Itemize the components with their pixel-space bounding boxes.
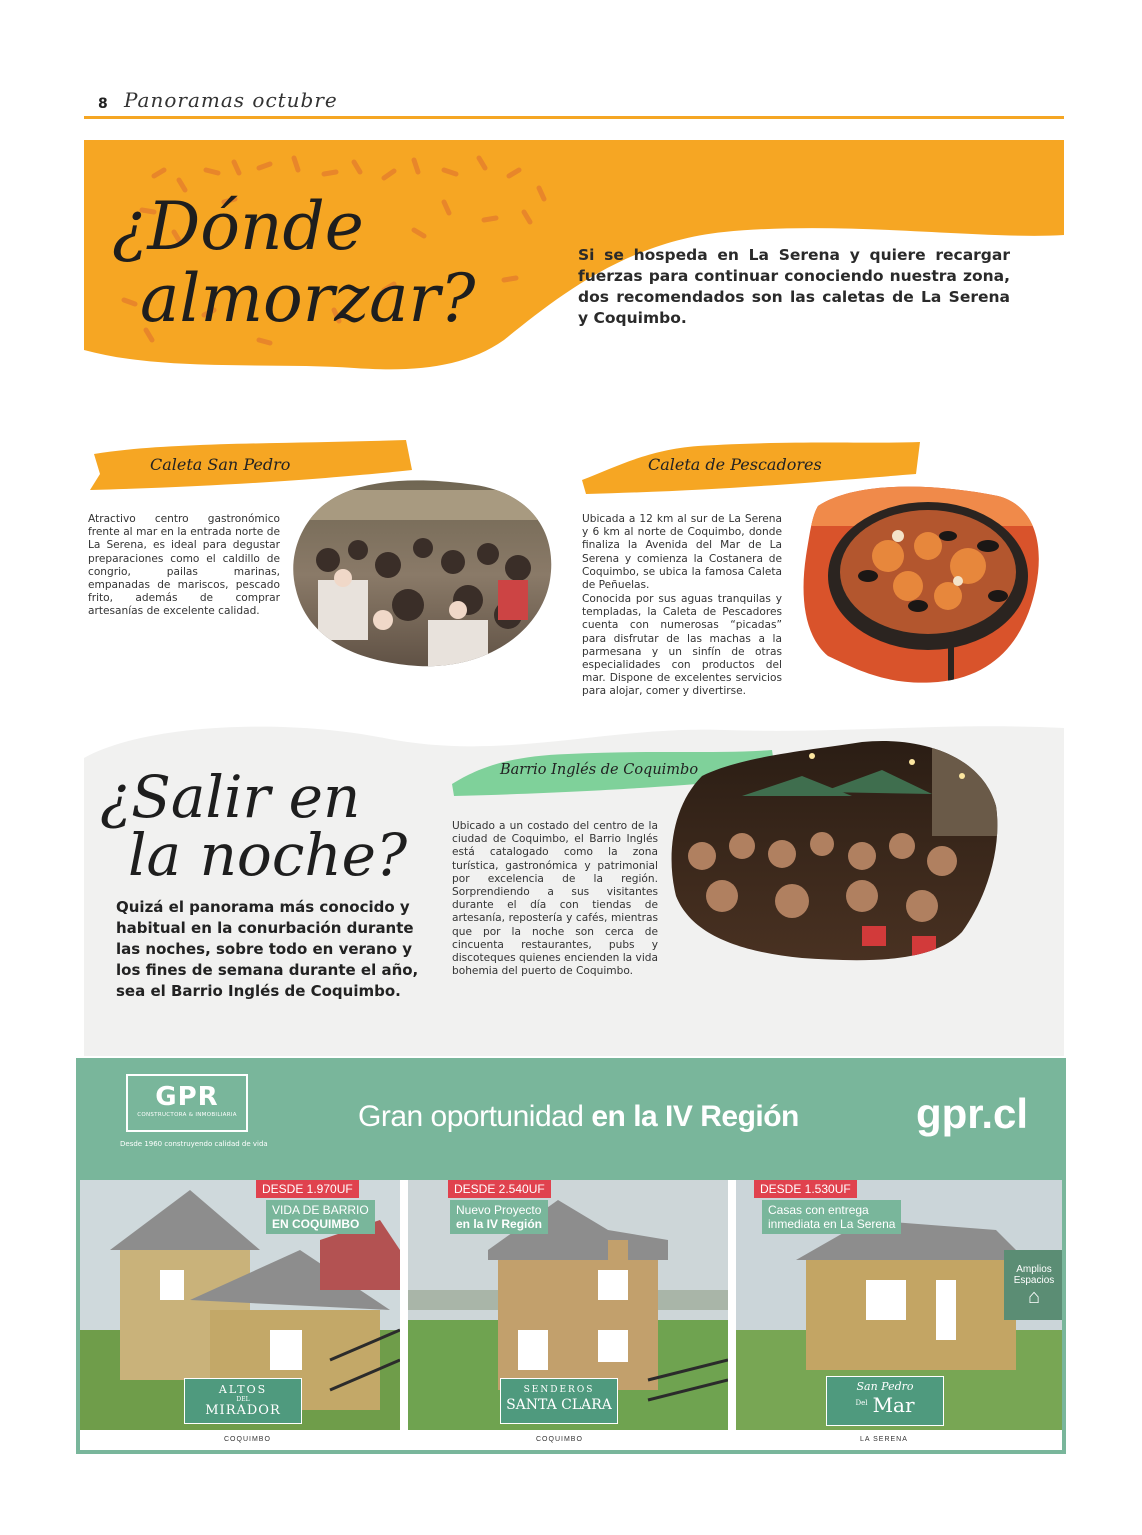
project-3-tag-line2: inmediata en La Serena [768,1217,896,1231]
sanpedro-logo-line2: Del [855,1399,868,1407]
caleta-san-pedro-photo [288,470,556,680]
night-title-line2: la noche? [128,821,408,889]
gpr-logo[interactable] [126,1074,248,1132]
caleta-pescadores-text-2: Conocida por sus aguas tranquilas y templadas, la Caleta de Pescadores cuenta con numerosas “picadas” para disfrutar de las machas a la parmesana y un sinfín de otras especialidades con productos del mar. Dispone de excelentes servicios para alojar, comer y divertirse. [582,593,782,698]
project-1-city: COQUIMBO [224,1436,271,1443]
sanpedro-logo-line3: Mar [872,1393,915,1417]
gpr-since: Desde 1960 construyendo calidad de vida [120,1140,268,1148]
gpr-headline [358,1100,799,1134]
project-2-city: COQUIMBO [536,1436,583,1443]
gpr-advertisement[interactable] [76,1058,1066,1454]
gpr-headline-light: Gran oportunidad [358,1100,584,1133]
gpr-headline-bold: en la IV Región [591,1100,799,1133]
senderos-logo-line3: SANTA CLARA [506,1397,612,1413]
gpr-logo-text: GPR [155,1082,219,1112]
gpr-logo-subtitle: CONSTRUCTORA & INMOBILIARIA [137,1112,237,1118]
night-lead: Quizá el panorama más conocido y habitual en la conurbación durante las noches, sobre todo en verano y los fines de semana durante el año, sea el Barrio Inglés de Coquimbo. [116,898,419,1000]
caleta-pescadores-tag: Caleta de Pescadores [648,455,822,474]
barrio-ingles-text: Ubicado a un costado del centro de la ciudad de Coquimbo, el Barrio Inglés está catalogado como la zona turística, gastronómica y patrimonial por excelencia de la región. Sorprendiendo a sus visitantes durante el día con tiendas de artesanía, repostería y cafés, mientras que por la noche son cerca de cincuenta restaurantes, pubs y discoteques quienes encienden la vida bohemia del puerto de Coquimbo. [452,820,658,978]
caleta-san-pedro-tag: Caleta San Pedro [150,455,291,474]
amplios-espacios-text: Amplios Espacios [1013,1264,1055,1286]
project-2-tag-line2: en la IV Región [456,1217,543,1231]
amplios-espacios-badge [1008,1264,1060,1308]
house-icon: ⌂ [1027,1286,1041,1308]
project-2-tag [450,1200,548,1234]
san-pedro-del-mar-logo[interactable] [826,1376,944,1426]
altos-logo-line1: ALTOS [218,1383,268,1396]
barrio-ingles-tag: Barrio Inglés de Coquimbo [500,762,699,778]
altos-logo-line2: DEL [236,1396,250,1403]
night-title-line1: ¿Salir en [100,763,361,831]
caleta-san-pedro-text: Atractivo centro gastronómico frente al mar en la entrada norte de La Serena, es ideal para degustar preparaciones como el caldillo de congrio, pailas marinas, empanadas de mariscos, pescado frito, además de comprar artesanías de excelente calidad. [88,513,280,618]
project-3-tag [762,1200,901,1234]
lunch-title-line1: ¿Dónde [112,188,364,265]
altos-del-mirador-logo[interactable] [184,1378,302,1424]
sanpedro-logo-line1: San Pedro [856,1380,914,1393]
project-3-city: LA SERENA [860,1436,908,1443]
project-3-price: DESDE 1.530UF [754,1180,857,1198]
project-1-tag-line1: VIDA DE BARRIO [272,1203,369,1217]
altos-logo-line3: MIRADOR [205,1403,281,1418]
lunch-title-line2: almorzar? [140,260,476,337]
project-1-tag-line2: EN COQUIMBO [272,1217,360,1231]
project-1-price: DESDE 1.970UF [256,1180,359,1198]
projects-panel [80,1180,1062,1450]
gpr-url[interactable]: gpr.cl [916,1090,1029,1137]
project-1-tag [266,1200,375,1234]
project-2-price: DESDE 2.540UF [448,1180,551,1198]
project-3-tag-line1: Casas con entrega [768,1203,869,1217]
section-title: Panoramas octubre [124,88,338,112]
caleta-pescadores-photo [798,476,1046,688]
header-rule [84,116,1064,119]
senderos-santa-clara-logo[interactable] [500,1378,618,1424]
page-number: 8 [98,96,108,112]
caleta-pescadores-text-1: Ubicada a 12 km al sur de La Serena y 6 km al norte de Coquimbo, donde finaliza la Avenida del Mar de La Serena y comienza la Costanera de Coquimbo, se ubica la famosa Caleta de Peñuelas. [582,513,782,592]
project-2-tag-line1: Nuevo Proyecto [456,1203,542,1217]
senderos-logo-line1: SENDEROS [523,1385,595,1395]
lunch-intro: Si se hospeda en La Serena y quiere recargar fuerzas para continuar conociendo nuestra zona, dos recomendados son las caletas de La Serena y Coquimbo. [578,246,1010,327]
barrio-ingles-photo [662,736,1002,968]
